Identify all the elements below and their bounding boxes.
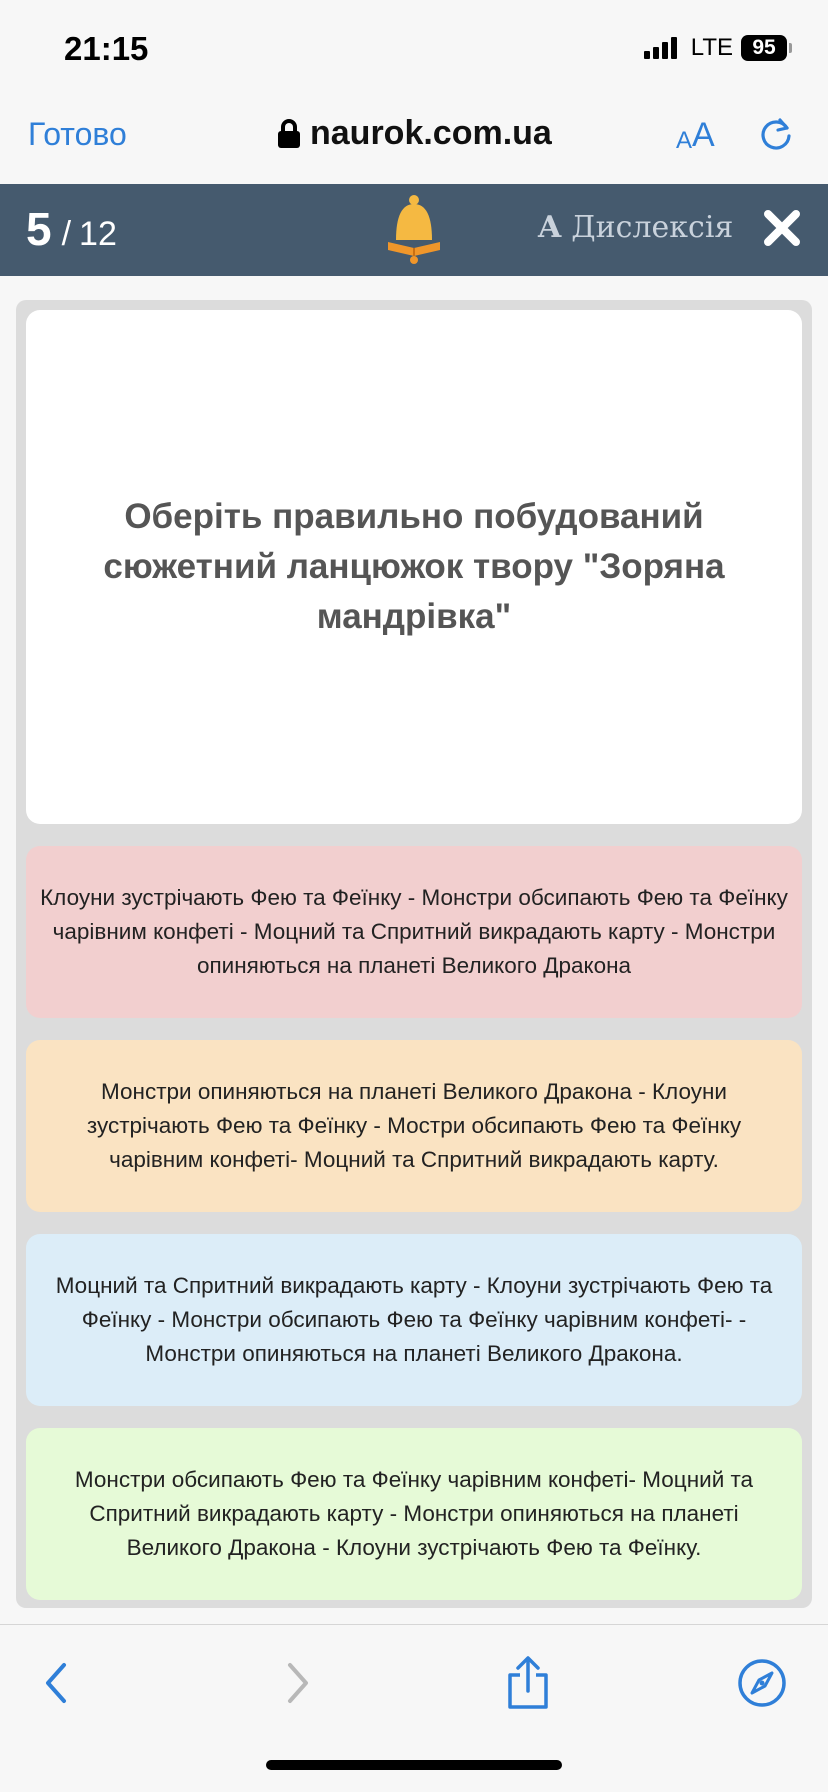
answer-option-text: Клоуни зустрічають Фею та Феїнку - Монстри обсипають Фею та Феїнку чарівним конфеті - Моцний та Спритний викрадають карту - Монстри опиняються на планеті Великого Дракона (40, 885, 788, 978)
answer-option-text: Моцний та Спритний викрадають карту - Клоуни зустрічають Фею та Феїнку - Монстри обсипають Фею та Феїнку чарівним конфеті- - Монстри опиняються на планеті Великого Дракона. (55, 1273, 773, 1366)
total-questions: 12 (79, 215, 117, 253)
dyslexia-label: Дислексія (571, 210, 734, 245)
compass-icon[interactable] (734, 1655, 790, 1711)
status-indicators (644, 34, 792, 62)
battery-icon (741, 35, 792, 61)
question-card (26, 310, 802, 824)
share-icon[interactable] (500, 1655, 556, 1711)
address-bar[interactable] (278, 114, 552, 153)
status-bar (0, 0, 828, 100)
answer-option-3[interactable] (26, 1234, 802, 1406)
counter-separator: / (61, 215, 72, 253)
current-question-number: 5 (26, 203, 52, 255)
text-size-small-glyph: A (676, 127, 693, 154)
done-button[interactable]: Готово (28, 116, 127, 152)
network-type: LTE (690, 34, 733, 61)
question-text: Оберіть правильно побудований сюжетний ланцюжок твору "Зоряна мандрівка" (103, 497, 725, 636)
answer-option-1[interactable] (26, 846, 802, 1018)
chevron-right-icon[interactable] (268, 1655, 324, 1711)
lock-icon (278, 119, 300, 149)
bell-book-icon (384, 194, 444, 266)
quiz-content (16, 300, 812, 1608)
dyslexia-glyph: A (538, 210, 562, 245)
browser-bar (0, 100, 828, 184)
home-indicator (266, 1760, 562, 1770)
answer-option-4[interactable] (26, 1428, 802, 1600)
answer-option-2[interactable] (26, 1040, 802, 1212)
question-counter (26, 202, 117, 256)
quiz-header (0, 184, 828, 276)
answer-option-text: Монстри опиняються на планеті Великого Дракона - Клоуни зустрічають Фею та Феїнку - Мостри обсипають Фею та Феїнку чарівним конфеті- Моцний та Спритний викрадають карту. (86, 1079, 742, 1172)
answer-option-text: Монстри обсипають Фею та Феїнку чарівним конфеті- Моцний та Спритний викрадають карту - Монстри опиняються на планеті Великого Дракона - Клоуни зустрічають Фею та Феїнку. (74, 1467, 754, 1560)
text-size-big-glyph: A (692, 116, 715, 154)
dyslexia-toggle[interactable] (538, 210, 733, 245)
battery-level: 95 (741, 35, 787, 61)
reload-icon[interactable] (756, 114, 796, 154)
chevron-left-icon[interactable] (30, 1655, 86, 1711)
url-text[interactable]: naurok.com.ua (310, 114, 552, 152)
signal-icon (644, 37, 677, 59)
status-time: 21:15 (64, 30, 149, 67)
text-size-button[interactable] (676, 116, 715, 155)
close-icon[interactable] (762, 208, 802, 248)
